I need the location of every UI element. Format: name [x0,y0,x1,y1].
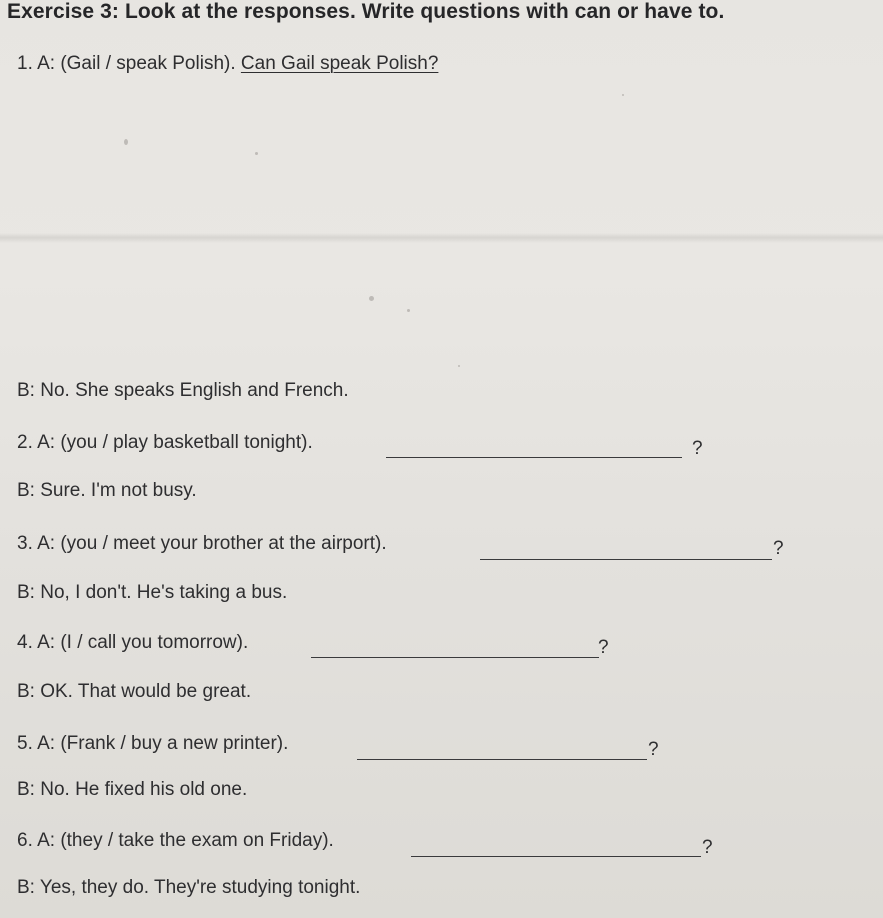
paper-speck [255,152,258,155]
a-prompt: A: (you / meet your brother at the airport). [37,533,387,554]
a-prompt: A: (they / take the exam on Friday). [37,830,334,851]
item-6-answer-blank[interactable] [411,856,701,857]
item-number: 1. [17,53,33,74]
a-prompt: A: (Gail / speak Polish). [37,53,236,74]
item-1-prompt [17,53,438,75]
item-number: 5. [17,733,33,754]
paper-speck [407,309,410,312]
item-4-question-mark: ? [598,637,609,658]
a-prompt: A: (I / call you tomorrow). [37,632,249,653]
item-5-prompt [17,733,288,755]
item-4-prompt [17,632,248,654]
item-number: 2. [17,432,33,453]
paper-speck [458,365,460,367]
item-number: 6. [17,830,33,851]
item-4-answer-blank[interactable] [311,657,599,658]
item-3-prompt [17,533,387,555]
paper-speck [369,296,374,301]
example-answer: Can Gail speak Polish? [240,53,439,74]
item-6-question-mark: ? [702,837,713,858]
item-2-question-mark: ? [692,438,703,459]
item-5-answer-blank[interactable] [357,759,647,760]
a-prompt: A: (Frank / buy a new printer). [37,733,289,754]
item-3-question-mark: ? [773,538,784,559]
item-3-response: B: No, I don't. He's taking a bus. [17,582,288,603]
item-number: 3. [17,533,33,554]
item-6-prompt [17,830,334,852]
paper-fold [0,233,883,243]
item-number: 4. [17,632,33,653]
item-2-response: B: Sure. I'm not busy. [17,480,197,501]
paper-speck [622,94,624,96]
item-4-response: B: OK. That would be great. [17,681,252,702]
exercise-title: Exercise 3: Look at the responses. Write questions with can or have to. [7,0,725,23]
item-6-response: B: Yes, they do. They're studying tonight. [17,877,361,898]
item-3-answer-blank[interactable] [480,559,772,560]
item-2-answer-blank[interactable] [386,457,682,458]
item-5-question-mark: ? [648,739,659,760]
paper-speck [124,139,128,145]
item-5-response: B: No. He fixed his old one. [17,779,248,800]
item-2-prompt [17,432,313,454]
a-prompt: A: (you / play basketball tonight). [37,432,313,453]
item-1-response: B: No. She speaks English and French. [17,380,349,401]
